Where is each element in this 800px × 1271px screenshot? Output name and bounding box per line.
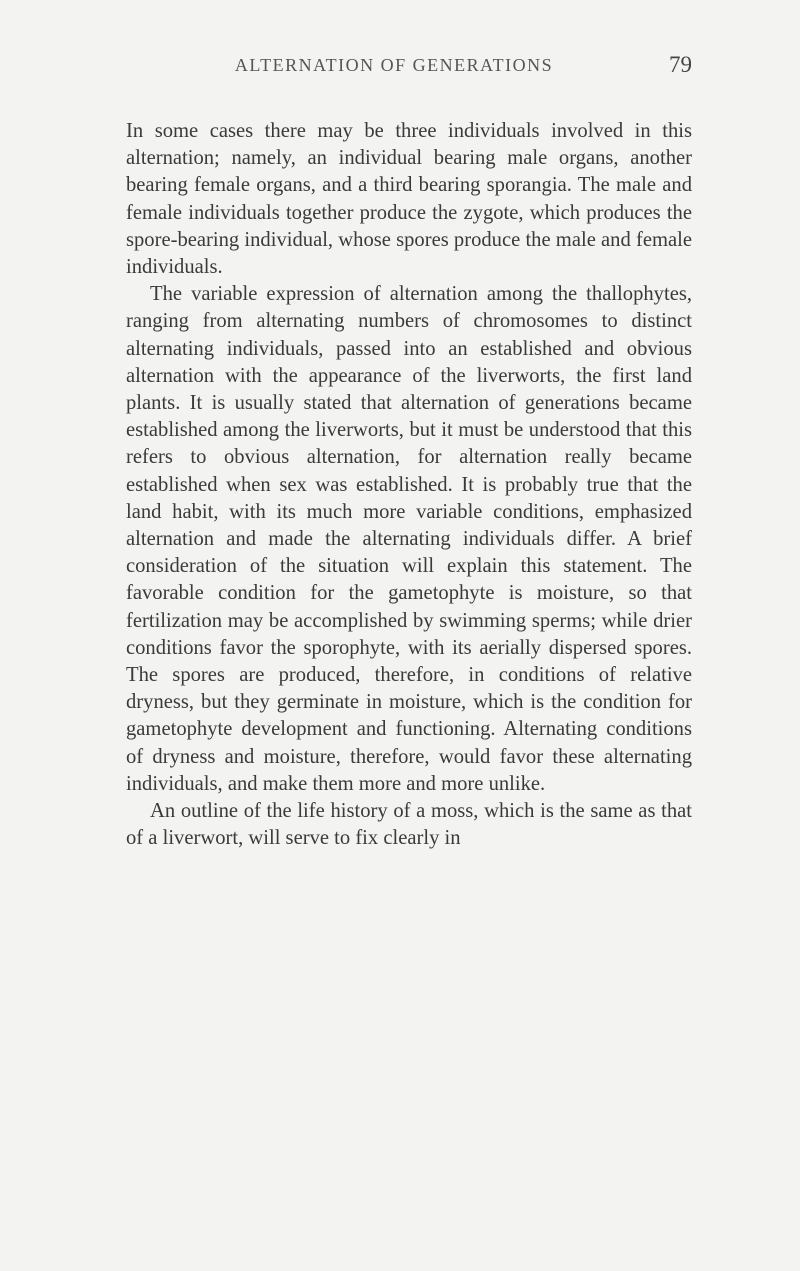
book-page	[126, 48, 692, 852]
paragraph-2: The variable expression of alternation among the thallophytes, ranging from alternating numbers of chromosomes to distinct alternating individuals, passed into an established and obvious alternation with the appearance of the liverworts, the first land plants. It is usually stated that alternation of generations became established among the liverworts, but it must be understood that this refers to obvious alternation, for alternation really became established when sex was established. It is probably true that the land habit, with its much more variable conditions, emphasized alternation and made the alternating individuals differ. A brief consideration of the situation will explain this statement. The favorable condition for the gametophyte is moisture, so that fertilization may be accomplished by swimming sperms; while drier conditions favor the sporophyte, with its aerially dispersed spores. The spores are produced, therefore, in conditions of relative dryness, but they germinate in moisture, which is the condition for gametophyte development and functioning. Alternating conditions of dryness and moisture, therefore, would favor these alternating individuals, and make them more and more unlike.	[126, 283, 692, 795]
running-header	[126, 48, 692, 84]
page-number: 79	[669, 52, 692, 77]
running-title: ALTERNATION OF GENERATIONS	[234, 55, 554, 75]
paragraph-1: In some cases there may be three individuals involved in this alternation; namely, an individual bearing male organs, another bearing female organs, and a third bearing sporangia. The male and female individuals together produce the zygote, which produces the spore-bearing individual, whose spores produce the male and female individuals.	[126, 120, 692, 279]
body-text	[126, 118, 692, 852]
paragraph-3: An outline of the life history of a moss, which is the same as that of a liverwort, will serve to fix clearly in	[126, 800, 692, 850]
